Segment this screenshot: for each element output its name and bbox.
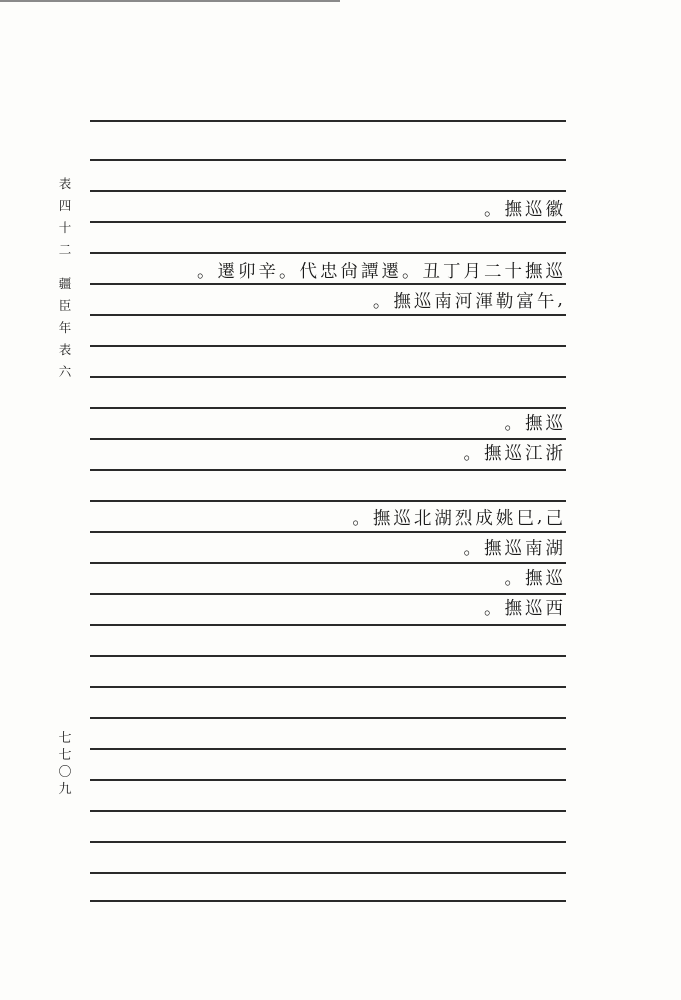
row-rule xyxy=(90,655,566,657)
row-rule xyxy=(90,190,566,192)
table-row-entry xyxy=(373,288,566,312)
entry-char: 湖 xyxy=(545,538,566,559)
row-rule xyxy=(90,562,566,564)
entry-char: 湖 xyxy=(434,508,455,529)
entry-char: 巳 xyxy=(516,508,537,529)
entry-char: 遷 xyxy=(381,261,402,282)
row-rule xyxy=(90,531,566,533)
row-rule xyxy=(90,407,566,409)
entry-char: 西 xyxy=(545,598,566,619)
row-rule xyxy=(90,252,566,254)
entry-char: 。 xyxy=(484,598,505,619)
entry-char: 月 xyxy=(463,261,484,282)
row-rule xyxy=(90,345,566,347)
entry-char: 巡 xyxy=(545,568,566,589)
margin-caption xyxy=(56,178,74,388)
entry-char: 渾 xyxy=(475,291,496,312)
entry-char: 譚 xyxy=(361,261,382,282)
entry-char: 丁 xyxy=(443,261,464,282)
entry-char: 撫 xyxy=(504,598,525,619)
row-rule xyxy=(90,283,566,285)
entry-char: 撫 xyxy=(504,199,525,220)
caption-char: 十 xyxy=(58,220,72,235)
page-number-char: 九 xyxy=(58,782,72,797)
entry-char: 。 xyxy=(279,261,300,282)
row-rule xyxy=(90,748,566,750)
entry-char: 。 xyxy=(402,261,423,282)
row-rule xyxy=(90,624,566,626)
entry-char: 巡 xyxy=(504,538,525,559)
caption-char: 二 xyxy=(58,242,72,257)
table-row-entry xyxy=(505,410,567,434)
entry-char: 撫 xyxy=(484,538,505,559)
row-rule xyxy=(90,159,566,161)
entry-char: 。 xyxy=(463,443,484,464)
entry-char: 撫 xyxy=(484,443,505,464)
entry-char: 卯 xyxy=(238,261,259,282)
row-rule xyxy=(90,469,566,471)
row-rule xyxy=(90,841,566,843)
entry-char: 。 xyxy=(504,568,525,589)
entry-char: 巡 xyxy=(413,291,435,312)
row-rule xyxy=(90,686,566,688)
caption-char: 表 xyxy=(58,342,72,357)
top-edge-line xyxy=(0,0,340,2)
entry-char: 北 xyxy=(413,508,435,529)
table-row-entry xyxy=(505,565,567,589)
row-rule xyxy=(90,779,566,781)
entry-char: 勒 xyxy=(495,291,517,312)
entry-char: 。 xyxy=(352,508,373,529)
entry-char: 丑 xyxy=(422,261,443,282)
entry-char: , xyxy=(536,507,546,527)
entry-char: 南 xyxy=(525,538,546,559)
entry-char: 巡 xyxy=(525,598,546,619)
entry-char: 。 xyxy=(504,413,525,434)
row-rule xyxy=(90,717,566,719)
entry-char: 尙 xyxy=(340,261,361,282)
entry-char: 南 xyxy=(434,291,455,312)
entry-char: 徽 xyxy=(545,199,566,220)
entry-char: 巡 xyxy=(393,508,414,529)
entry-char: 巡 xyxy=(504,443,525,464)
entry-char: 浙 xyxy=(545,443,566,464)
entry-char: 撫 xyxy=(393,291,414,312)
page-number-char: 七 xyxy=(58,731,72,746)
entry-char: 忠 xyxy=(320,261,341,282)
entry-char: 河 xyxy=(454,291,476,312)
entry-char: 富 xyxy=(516,291,537,312)
entry-char: , xyxy=(557,290,566,310)
entry-char: 。 xyxy=(197,261,218,282)
entry-char: 己 xyxy=(545,508,566,529)
caption-char: 表 xyxy=(58,176,72,191)
caption-char: 年 xyxy=(58,320,72,335)
table-row-entry xyxy=(484,196,566,220)
entry-char: 撫 xyxy=(372,508,394,529)
page-number xyxy=(56,732,74,800)
table-row-entry xyxy=(484,595,566,619)
row-rule xyxy=(90,872,566,874)
entry-char: 二 xyxy=(484,261,505,282)
entry-char: 。 xyxy=(463,538,484,559)
caption-char: 疆 xyxy=(58,276,72,291)
entry-char: 巡 xyxy=(525,199,546,220)
entry-char: 代 xyxy=(299,261,320,282)
entry-char: 辛 xyxy=(258,261,279,282)
row-rule xyxy=(90,376,566,378)
caption-char: 六 xyxy=(58,364,72,379)
row-rule xyxy=(90,221,566,223)
row-rule xyxy=(90,314,566,316)
entry-char: 午 xyxy=(536,291,558,312)
entry-char: 。 xyxy=(484,199,505,220)
row-rule xyxy=(90,500,566,502)
caption-char: 四 xyxy=(58,198,72,213)
table-row-entry xyxy=(197,258,566,282)
entry-char: 十 xyxy=(504,261,525,282)
row-rule xyxy=(90,810,566,812)
table-row-entry xyxy=(464,440,567,464)
entry-char: 成 xyxy=(475,508,496,529)
entry-char: 撫 xyxy=(525,568,546,589)
entry-char: 姚 xyxy=(495,508,517,529)
entry-char: 巡 xyxy=(545,413,566,434)
page-number-char: 七 xyxy=(58,748,72,763)
table-row-entry xyxy=(464,535,567,559)
row-rule xyxy=(90,120,566,122)
entry-char: 遷 xyxy=(217,261,238,282)
entry-char: 。 xyxy=(372,291,394,312)
entry-char: 江 xyxy=(525,443,546,464)
table-row-entry xyxy=(352,505,566,529)
entry-char: 撫 xyxy=(525,261,546,282)
entry-char: 撫 xyxy=(525,413,546,434)
row-rule xyxy=(90,900,566,902)
page-number-char: 〇 xyxy=(58,765,72,780)
entry-char: 烈 xyxy=(454,508,476,529)
entry-char: 巡 xyxy=(545,261,566,282)
caption-char: 臣 xyxy=(58,298,72,313)
